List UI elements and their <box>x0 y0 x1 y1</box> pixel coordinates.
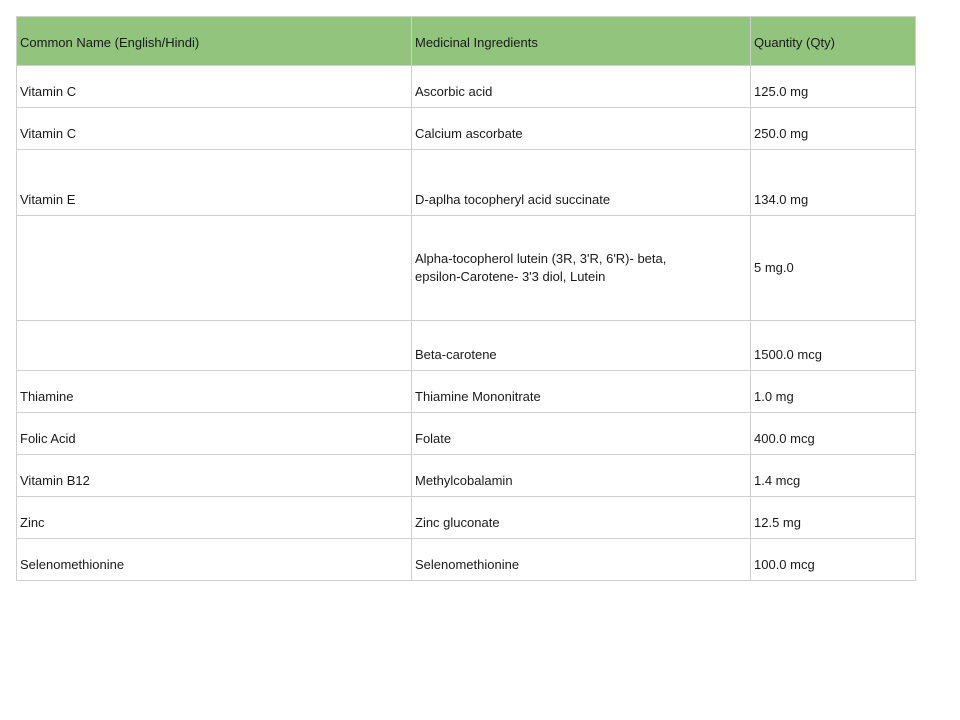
ingredients-sheet <box>16 16 915 581</box>
cell-quantity: 400.0 mcg <box>751 413 916 455</box>
cell-ingredient: Folate <box>412 413 751 455</box>
cell-ingredient: D-aplha tocopheryl acid succinate <box>412 150 751 216</box>
table-row <box>17 321 916 371</box>
cell-quantity: 1500.0 mcg <box>751 321 916 371</box>
table-row <box>17 216 916 321</box>
header-quantity: Quantity (Qty) <box>751 17 916 66</box>
cell-quantity: 100.0 mcg <box>751 539 916 581</box>
cell-common-name: Selenomethionine <box>17 539 412 581</box>
header-common-name: Common Name (English/Hindi) <box>17 17 412 66</box>
cell-common-name: Vitamin B12 <box>17 455 412 497</box>
table-row <box>17 497 916 539</box>
table-row <box>17 66 916 108</box>
cell-quantity: 12.5 mg <box>751 497 916 539</box>
cell-ingredient: Methylcobalamin <box>412 455 751 497</box>
cell-quantity: 5 mg.0 <box>751 216 916 321</box>
header-medicinal-ingredients: Medicinal Ingredients <box>412 17 751 66</box>
cell-ingredient: Alpha-tocopherol lutein (3R, 3'R, 6'R)- beta, epsilon-Carotene- 3'3 diol, Lutein <box>412 216 751 321</box>
table-body <box>17 66 916 581</box>
cell-ingredient: Beta-carotene <box>412 321 751 371</box>
cell-quantity: 1.4 mcg <box>751 455 916 497</box>
table-header <box>17 17 916 66</box>
cell-common-name: Zinc <box>17 497 412 539</box>
cell-common-name: Folic Acid <box>17 413 412 455</box>
cell-common-name: Vitamin E <box>17 150 412 216</box>
cell-common-name <box>17 216 412 321</box>
cell-quantity: 134.0 mg <box>751 150 916 216</box>
cell-common-name: Vitamin C <box>17 108 412 150</box>
cell-common-name: Thiamine <box>17 371 412 413</box>
ingredients-table <box>16 16 916 581</box>
cell-quantity: 250.0 mg <box>751 108 916 150</box>
table-row <box>17 150 916 216</box>
cell-ingredient: Thiamine Mononitrate <box>412 371 751 413</box>
cell-ingredient: Calcium ascorbate <box>412 108 751 150</box>
header-row <box>17 17 916 66</box>
cell-common-name: Vitamin C <box>17 66 412 108</box>
cell-quantity: 125.0 mg <box>751 66 916 108</box>
table-row <box>17 413 916 455</box>
table-row <box>17 108 916 150</box>
cell-quantity: 1.0 mg <box>751 371 916 413</box>
cell-ingredient: Ascorbic acid <box>412 66 751 108</box>
table-row <box>17 539 916 581</box>
table-row <box>17 371 916 413</box>
cell-ingredient: Selenomethionine <box>412 539 751 581</box>
table-row <box>17 455 916 497</box>
cell-common-name <box>17 321 412 371</box>
cell-ingredient: Zinc gluconate <box>412 497 751 539</box>
